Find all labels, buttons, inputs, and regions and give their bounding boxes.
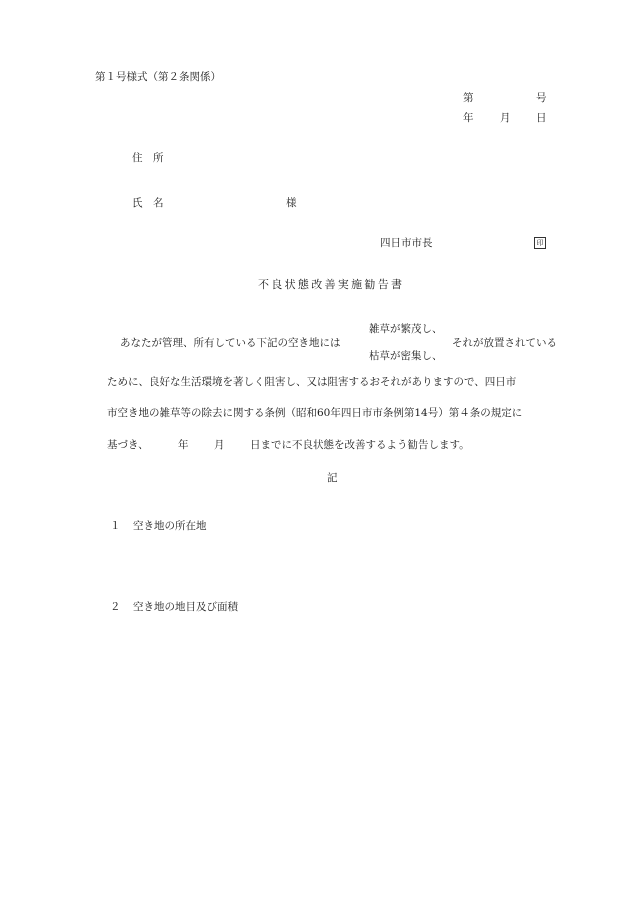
body-line3: 市空き地の雑草等の除去に関する条例（昭和60年四日市市条例第14号）第４条の規定に [107,407,523,419]
body-line2: ために、良好な生活環境を著しく阻害し、又は阻害するおそれがありますので、四日市 [107,376,517,388]
body-line4-month: 月 [214,439,225,451]
condition-dry-grass: 枯草が密集し、 [369,350,443,362]
issuer-title: 四日市市長 [380,237,433,249]
item1-number: １ [110,520,121,532]
body-line4-rest: 日までに不良状態を改善するよう勧告します。 [250,439,470,451]
address-label: 住 所 [132,152,164,164]
condition-overgrown: 雑草が繁茂し、 [369,323,443,335]
body-line1-right: それが放置されている [452,337,557,349]
item2-label: 空き地の地目及び面積 [133,601,238,613]
date-day: 日 [536,112,547,124]
date-month: 月 [500,112,511,124]
name-label: 氏 名 [132,197,164,209]
body-line1-left: あなたが管理、所有している下記の空き地には [120,337,341,349]
body-line4-year: 年 [178,439,189,451]
document-title: 不良状態改善実施勧告書 [258,278,405,291]
seal-mark: 印 [534,237,546,249]
number-prefix: 第 [463,92,474,104]
body-line4-start: 基づき、 [107,439,149,451]
notes-heading: 記 [327,472,338,484]
date-year: 年 [463,112,474,124]
item1-label: 空き地の所在地 [133,520,207,532]
number-suffix: 号 [536,92,547,104]
honorific: 様 [286,197,297,209]
form-number: 第１号様式（第２条関係） [95,71,221,83]
item2-number: ２ [110,601,121,613]
